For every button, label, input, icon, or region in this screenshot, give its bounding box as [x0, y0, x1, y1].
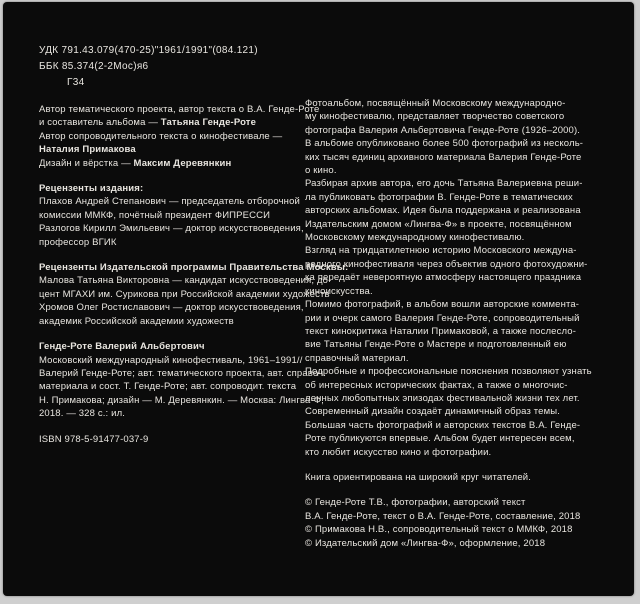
text-line [39, 433, 315, 446]
text-segment: Хромов Олег Ростиславович — доктор искусствоведения, [39, 302, 304, 314]
text-line [39, 315, 315, 328]
text-line [305, 97, 605, 110]
text-segment: текст кинокритика Наталии Примаковой, а также послесло- [305, 325, 577, 337]
text-segment: Фотоальбом, посвящённый Московскому международно- [305, 98, 566, 109]
text-segment: фотографа Валерия Альбертовича Генде-Роте (1926–2000). [305, 124, 581, 136]
text-segment: ких тысяч единиц архивного материала Валерия Генде-Роте [305, 151, 582, 163]
text-segment: Помимо фотографий, в альбом вошли авторские коммента- [305, 299, 580, 311]
text-line [39, 407, 315, 420]
text-line [39, 157, 315, 170]
text-line [305, 137, 605, 150]
text-line [305, 432, 605, 445]
text-segment: Валерий Генде-Роте; авт. тематического проекта, авт. справоч. [39, 367, 326, 379]
text-segment: В альбоме опубликовано более 500 фотографий из несколь- [305, 138, 584, 150]
text-line [305, 510, 605, 523]
text-line [305, 164, 605, 177]
text-segment: киноискусства. [305, 285, 373, 297]
text-segment: му кинофестивалю, представляет творчество советского [305, 111, 565, 123]
edition-reviewers [39, 182, 315, 249]
text-segment: Большая часть фотографий и авторских текстов В.А. Генде- [305, 419, 581, 431]
text-segment: Разлогов Кирилл Эмильевич — доктор искусствоведения, [39, 223, 304, 235]
text-line [305, 365, 605, 378]
text-line [39, 367, 326, 380]
text-line [305, 231, 605, 244]
text-segment: Наталия Примакова [39, 144, 136, 156]
text-segment: материала и сост. Т. Генде-Роте; авт. сопроводит. текста [39, 381, 297, 393]
text-line [305, 312, 605, 325]
text-line [305, 177, 605, 190]
text-segment: Автор сопроводительного текста о кинофестивале — [39, 130, 283, 142]
text-segment: и составитель альбома — [39, 117, 161, 129]
text-line [305, 258, 605, 271]
text-segment: Роте публикуются впервые. Альбом будет интересен всем, [305, 433, 575, 445]
text-segment: Рецензенты издания: [39, 183, 144, 195]
text-line [39, 103, 320, 116]
text-line [39, 261, 349, 274]
text-segment: Татьяна Генде-Роте [160, 117, 257, 129]
text-segment: ISBN 978-5-91477-037-9 [39, 433, 149, 445]
text-line [39, 380, 315, 393]
text-line [39, 182, 315, 195]
text-line [39, 195, 315, 208]
text-segment: Автор тематического проекта, автор текста о В.А. Генде-Роте [39, 104, 320, 115]
text-segment: комиссии ММКФ, почётный президент ФИПРЕССИ [39, 209, 271, 221]
text-segment: Малова Татьяна Викторовна — кандидат искусствоведения, до- [39, 275, 332, 287]
text-line [305, 537, 605, 550]
text-line [39, 143, 315, 156]
text-line [305, 496, 605, 509]
text-line [39, 340, 315, 353]
text-line [305, 325, 605, 338]
text-segment: о кино. [305, 165, 337, 177]
text-segment: © Издательский дом «Лингва-Ф», оформление, 2018 [305, 537, 546, 549]
copyright-notices [305, 496, 605, 550]
text-line [305, 298, 605, 311]
text-segment: академик Российской академии художеств [39, 315, 234, 327]
text-line [39, 394, 324, 407]
text-segment: справочный материал. [305, 352, 409, 364]
text-line [305, 352, 605, 365]
text-segment: профессор ВГИК [39, 236, 117, 248]
text-line [39, 130, 315, 143]
text-line [39, 301, 315, 314]
text-line [305, 471, 605, 484]
text-line [39, 59, 315, 75]
text-segment: Рецензенты Издательской программы Правительства Москвы: [39, 262, 349, 274]
book-colophon-page [3, 2, 634, 596]
text-line [305, 392, 605, 405]
text-segment: цент МГАХИ им. Сурикова при Российской академии художеств [39, 288, 330, 300]
text-line [39, 354, 315, 367]
text-segment: Книга ориентирована на широкий круг читателей. [305, 471, 532, 483]
text-segment: Московскому международному кинофестивалю. [305, 232, 525, 244]
text-segment: 2018. — 328 с.: ил. [39, 408, 126, 420]
isbn [39, 433, 315, 446]
text-segment: Генде-Роте Валерий Альбертович [39, 341, 205, 353]
text-line [305, 244, 605, 257]
annotation [305, 97, 605, 459]
text-segment: авторских альбомах. Идея была поддержана и реализована [305, 205, 581, 217]
text-segment: вие Татьяны Генде-Роте о Мастере и подготовленный ею [305, 339, 567, 351]
text-segment: Подробные и профессиональные пояснения позволяют узнать [305, 366, 592, 378]
text-line [39, 274, 332, 287]
credits [39, 103, 320, 170]
text-segment: Разбирая архив автора, его дочь Татьяна Валериевна реши- [305, 178, 583, 190]
text-segment: об интересных исторических фактах, а также о многочис- [305, 379, 568, 391]
text-segment: Плахов Андрей Степанович — председатель отборочной [39, 196, 300, 208]
text-segment: ла публиковать фотографии В. Генде-Роте в тематических [305, 191, 573, 203]
text-line [305, 338, 605, 351]
text-segment: Московский международный кинофестиваль, 1961–1991// [39, 354, 303, 366]
text-line [305, 151, 605, 164]
text-segment: В.А. Генде-Роте, текст о В.А. Генде-Роте, составление, 2018 [305, 510, 581, 522]
text-line [39, 209, 315, 222]
text-segment: © Примакова Н.В., сопроводительный текст о ММКФ, 2018 [305, 524, 573, 536]
text-line [39, 43, 315, 59]
text-line [305, 124, 605, 137]
text-segment: ленных любопытных эпизодах фестивальной жизни тех лет. [305, 392, 580, 404]
text-line [39, 288, 330, 301]
text-segment: Н. Примакова; дизайн — М. Деревянкин. — Москва: Лингва-Ф, [39, 394, 324, 406]
text-line [305, 379, 605, 392]
text-line [305, 285, 605, 298]
text-segment: Издательским домом «Лингва-Ф» в проекте, посвящённом [305, 218, 572, 230]
text-line [305, 110, 605, 123]
text-line [305, 218, 605, 231]
text-segment: родного кинофестиваля через объектив одного фотохудожни- [305, 258, 588, 270]
text-line [39, 222, 315, 235]
text-segment: ка передаёт невероятную атмосферу настоящего праздника [305, 272, 582, 284]
right-column [305, 97, 605, 550]
bibliographic-record [39, 340, 326, 420]
text-segment: Дизайн и вёрстка — [39, 157, 134, 169]
text-line [305, 405, 605, 418]
readership [305, 471, 605, 484]
text-line [39, 116, 315, 129]
text-segment: ББК 85.374(2-2Мос)я6 [39, 61, 149, 72]
text-line [39, 75, 315, 91]
text-segment: Взгляд на тридцатилетнюю историю Московского междуна- [305, 245, 577, 257]
text-line [305, 523, 605, 536]
text-line [305, 446, 605, 459]
text-line [39, 236, 315, 249]
text-segment: © Генде-Роте Т.В., фотографии, авторский текст [305, 497, 526, 509]
text-line [305, 271, 605, 284]
catalog-codes [39, 43, 315, 91]
text-segment: Современный дизайн создаёт динамичный образ темы. [305, 406, 561, 418]
text-segment: Максим Деревянкин [133, 157, 232, 169]
text-segment: кто любит искусство кино и фотографии. [305, 446, 492, 458]
text-line [305, 419, 605, 432]
text-segment: УДК 791.43.079(470-25)"1961/1991"(084.121) [39, 45, 258, 56]
text-segment: Г34 [67, 77, 85, 88]
text-line [305, 191, 605, 204]
text-segment: рии и очерк самого Валерия Генде-Роте, сопроводительный [305, 312, 580, 324]
text-line [305, 204, 605, 217]
